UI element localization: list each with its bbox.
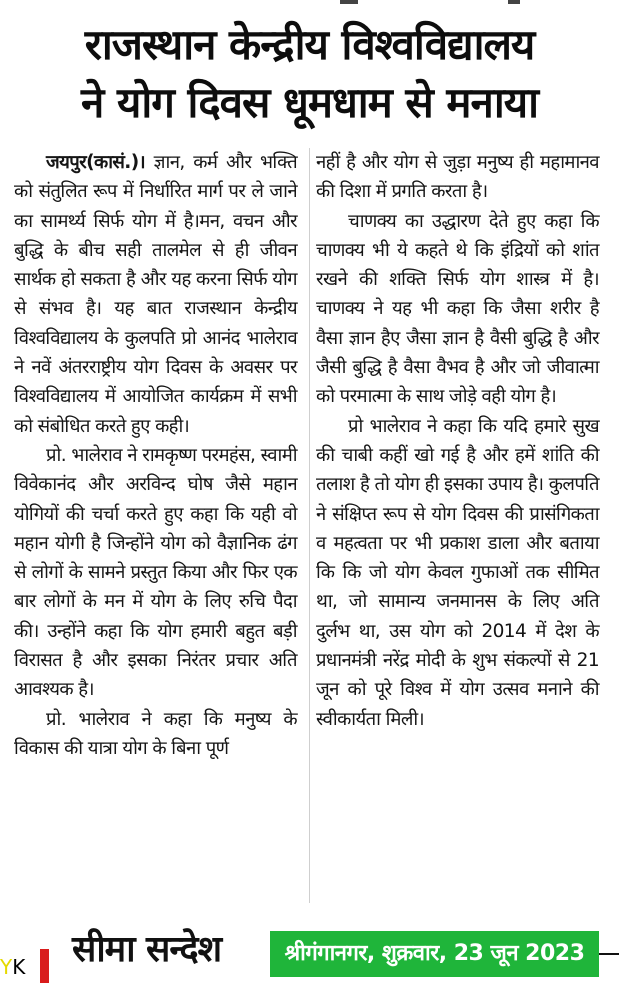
column-divider: [309, 148, 310, 903]
cutoff-mark: [508, 0, 520, 4]
newspaper-name: सीमा सन्देश: [72, 929, 222, 970]
headline-line-2: ने योग दिवस धूमधाम से मनाया: [81, 78, 538, 127]
top-cut-off-rule: [0, 0, 619, 12]
cutoff-mark: [340, 0, 358, 4]
article-paragraph: प्रो. भालेराव ने रामकृष्ण परमहंस, स्वामी विवेकानंद और अरविन्द घोष जैसे महान योगियों की चर्चा करते हुए कहा कि यही वो महान योगी है जिन्होंने योग को वैज्ञानिक ढंग से लोगों के सामने प्रस्तुत किया और फिर एक बार लोगों के मन में योग के लिए रुचि पैदा की। उन्होंने कहा कि योग हमारी बहुत बड़ी विरासत है और इसका निरंतर प्रचार अति आवश्यक है।: [14, 444, 297, 701]
article-column-right: [316, 148, 599, 734]
article-paragraph: प्रो भालेराव ने कहा कि यदि हमारे सुख की चाबी कहीं खो गई है और हमें शांति की तलाश है तो योग ही इसका उपाय है। कुलपति ने संक्षिप्त रूप से योग दिवस की प्रासंगिकता व महत्वता पर भी प्रकाश डाला और बताया कि कि जो योग केवल गुफाओं तक सीमित था, जो सामान्य जनमानस के लिए अति दुर्लभ था, उस योग को 2014 में देश के प्रधानमंत्री नरेंद्र मोदी के शुभ संकल्पों से 21 जून को पूरे विश्व में योग उत्सव मनाने की स्वीकार्यता मिली।: [316, 415, 599, 730]
red-registration-bar: [40, 949, 49, 983]
paragraph-text: ज्ञान, कर्म और भक्ति को संतुलित रूप में निर्धारित मार्ग पर ले जाने का सामर्थ्य सिर्फ योग में है।मन, वचन और बुद्धि के बीच सही तालमेल से ही जीवन सार्थक हो सकता है और यह करना सिर्फ योग से संभव है। यह बात राजस्थान केन्द्रीय विश्वविद्यालय के कुलपति प्रो आनंद भालेराव ने नवें अंतरराष्ट्रीय योग दिवस के अवसर पर विश्वविद्यालय में आयोजित कार्यक्रम में सभी को संबोधित करते हुए कही।: [14, 152, 298, 437]
article-paragraph: प्रो. भालेराव ने कहा कि मनुष्य के विकास की यात्रा योग के बिना पूर्ण: [14, 708, 297, 759]
article-paragraph: नहीं है और योग से जुड़ा मनुष्य ही महामानव की दिशा में प्रगति करता है।: [316, 152, 599, 203]
article-body: [14, 148, 604, 908]
article-paragraph: चाणक्य का उद्धारण देते हुए कहा कि चाणक्य भी ये कहते थे कि इंद्रियों को शांत रखने की शक्ति सिर्फ योग शास्त्र में है। चाणक्य ने यह भी कहा कि जैसा शरीर है वैसा ज्ञान हैए जैसा ज्ञान है वैसी बुद्धि है और जैसी बुद्धि है वैसा वैभव है और जो जीवात्मा को परमात्मा के साथ जोड़े वही योग है।: [316, 210, 599, 408]
dateline: जयपुर(कासं.)।: [46, 152, 145, 173]
article-headline: [12, 16, 607, 132]
headline-line-1: राजस्थान केन्द्रीय विश्वविद्यालय: [84, 20, 535, 69]
footer-rule: [599, 953, 619, 955]
article-column-left: [14, 148, 297, 763]
registration-letters: YK: [0, 955, 26, 979]
newspaper-footer: [0, 925, 619, 984]
print-registration-marks: [0, 939, 70, 979]
article-paragraph: [14, 148, 297, 441]
date-band: श्रीगंगानगर, शुक्रवार, 23 जून 2023: [270, 931, 599, 977]
